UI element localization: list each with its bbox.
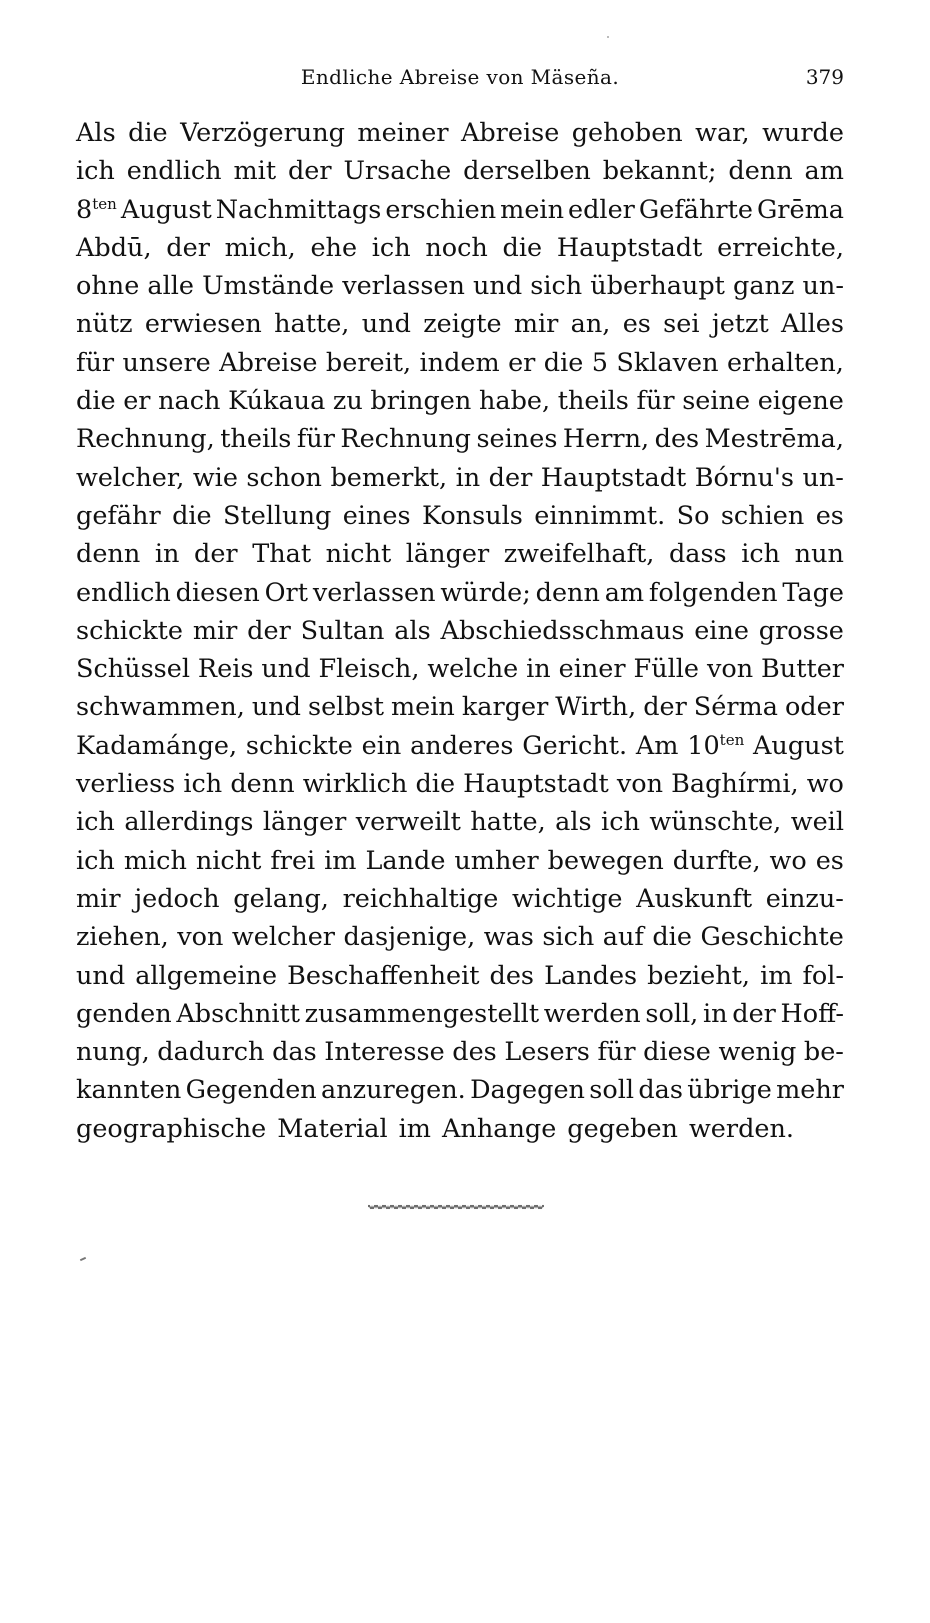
text-line xyxy=(76,650,844,688)
paper-speck xyxy=(80,1257,86,1261)
word: Beschaffenheit xyxy=(287,960,480,991)
word: ehe xyxy=(310,232,358,263)
text-line xyxy=(76,382,844,420)
word: die xyxy=(543,347,584,378)
word: schon xyxy=(246,462,322,493)
word: Gegenden xyxy=(185,1075,317,1106)
word: Bórnu's xyxy=(694,462,794,493)
word: ich xyxy=(741,539,781,570)
word: Kadamánge, xyxy=(76,730,238,761)
word: Fülle xyxy=(633,654,700,685)
word: Hoff- xyxy=(780,998,844,1029)
word: seine xyxy=(682,386,751,417)
body-text xyxy=(76,114,844,1148)
word: werden. xyxy=(688,1113,795,1144)
word: wichtige xyxy=(511,883,623,914)
text-line xyxy=(76,420,844,458)
word: in xyxy=(154,539,180,570)
word: umher xyxy=(454,845,539,876)
word: sei xyxy=(663,309,700,340)
word: gelang, xyxy=(233,883,329,914)
word: bringen xyxy=(370,386,472,417)
word: genden xyxy=(76,998,172,1029)
word: hatte, xyxy=(274,309,350,340)
word: mein xyxy=(500,194,565,225)
word: mein xyxy=(390,692,455,723)
word: Hauptstadt xyxy=(540,462,687,493)
word: Gericht. xyxy=(522,730,628,761)
word: wie xyxy=(192,462,238,493)
text-line xyxy=(76,612,844,650)
word: Am xyxy=(635,730,679,761)
word: mit xyxy=(233,156,277,187)
word: denn xyxy=(728,156,793,187)
word: bewegen xyxy=(547,845,664,876)
word: die xyxy=(128,118,168,148)
word: Konsuls xyxy=(421,500,523,531)
word: Rechnung, xyxy=(76,424,215,455)
word: That xyxy=(252,539,312,570)
word: Rechnung xyxy=(340,424,471,455)
word: Dagegen xyxy=(470,1075,585,1106)
word: Stellung xyxy=(223,500,332,531)
word: werden xyxy=(543,998,641,1029)
page-number: 379 xyxy=(805,65,844,89)
word: Umstände xyxy=(202,271,335,302)
word: gehoben xyxy=(571,118,683,148)
word: welcher xyxy=(231,922,335,953)
word: der xyxy=(732,998,776,1029)
word: in xyxy=(455,462,481,493)
word: eigene xyxy=(757,386,844,417)
word: Abschiedsschmaus xyxy=(440,615,685,646)
word: einer xyxy=(558,654,626,685)
word: erwiesen xyxy=(144,309,262,340)
word: bereit, xyxy=(325,347,412,378)
word: für xyxy=(597,1037,636,1068)
word: Grēma xyxy=(756,194,844,225)
word: verlassen xyxy=(342,271,465,302)
word: So xyxy=(676,500,710,531)
word: im xyxy=(398,1113,431,1144)
word: ich xyxy=(183,769,223,800)
word: und xyxy=(473,271,523,302)
word: anderes xyxy=(410,730,514,761)
word: von xyxy=(177,922,224,953)
word: wurde xyxy=(762,118,844,148)
word: die xyxy=(76,386,116,417)
word: jedoch xyxy=(134,883,220,914)
paper-speck xyxy=(607,36,609,38)
word: un- xyxy=(802,271,844,302)
word: wenig xyxy=(718,1037,797,1068)
running-head xyxy=(76,62,844,92)
word: Landes xyxy=(544,960,638,991)
word: be- xyxy=(803,1037,844,1068)
word: Sérma xyxy=(693,692,778,723)
word: diesen xyxy=(175,577,260,608)
word: Material xyxy=(277,1113,388,1144)
word: des xyxy=(452,1037,497,1068)
word: erschien xyxy=(385,194,497,225)
word: des xyxy=(654,424,700,455)
text-line xyxy=(76,995,844,1033)
word: würde; xyxy=(440,577,531,608)
word: Schüssel xyxy=(76,654,191,685)
text-line xyxy=(76,803,844,841)
word: wo xyxy=(769,845,807,876)
word: er xyxy=(123,386,151,417)
word: für xyxy=(636,386,675,417)
word: mehr xyxy=(776,1075,844,1106)
word: denn xyxy=(76,539,141,570)
word: nütz xyxy=(76,309,133,340)
word: jetzt xyxy=(711,309,769,340)
word: auf xyxy=(602,922,644,953)
word: Nachmittags xyxy=(215,194,382,225)
word: nung, xyxy=(76,1037,150,1068)
word: ich xyxy=(76,845,115,876)
word: länger xyxy=(262,807,347,838)
word: erreichte, xyxy=(717,232,844,263)
word: die xyxy=(502,232,543,263)
word: schwammen, xyxy=(76,692,245,723)
word: un- xyxy=(802,462,844,493)
word: 5 xyxy=(591,347,608,378)
word: Interesse xyxy=(324,1037,445,1068)
word: bezieht, xyxy=(647,960,751,991)
word: Auskunft xyxy=(636,883,753,914)
word: weil xyxy=(790,807,844,838)
word: verlassen xyxy=(312,577,436,608)
word: Butter xyxy=(761,654,844,685)
word: wo xyxy=(806,769,844,800)
word: mir xyxy=(192,615,238,646)
word: August xyxy=(120,194,212,225)
word: Als xyxy=(76,118,116,148)
word: wünschte, xyxy=(649,807,782,838)
word: für xyxy=(296,424,335,455)
word: der xyxy=(166,232,210,263)
word: Lesers xyxy=(504,1037,590,1068)
word: mich, xyxy=(224,232,296,263)
word: in xyxy=(526,654,551,685)
word: ich xyxy=(371,232,411,263)
word: zweifelhaft, xyxy=(503,539,655,570)
word: von xyxy=(616,769,664,800)
text-line xyxy=(76,842,844,880)
text-line xyxy=(76,957,844,995)
word: ganz xyxy=(733,271,795,302)
word: verweilt xyxy=(355,807,461,838)
word: mir xyxy=(76,883,121,914)
word: allerdings xyxy=(124,807,254,838)
word: edler xyxy=(568,194,635,225)
word: reichhaltige xyxy=(342,883,499,914)
word: gefähr xyxy=(76,500,161,531)
word: und xyxy=(251,692,301,723)
text-line xyxy=(76,459,844,497)
word: das xyxy=(638,1075,683,1106)
word: gegeben xyxy=(567,1113,678,1144)
word: zeigte xyxy=(423,309,502,340)
word: war, xyxy=(695,118,750,148)
word: alle xyxy=(147,271,194,302)
word: Fleisch, xyxy=(318,654,420,685)
word: einnimmt. xyxy=(534,500,666,531)
text-line xyxy=(76,1033,844,1071)
word: ein xyxy=(361,730,402,761)
word: eines xyxy=(342,500,411,531)
word: wirklich xyxy=(302,769,408,800)
end-ornament xyxy=(368,1202,544,1212)
word: bemerkt, xyxy=(330,462,448,493)
word: denn xyxy=(535,577,600,608)
text-line xyxy=(76,191,844,229)
word: als xyxy=(394,615,431,646)
word: im xyxy=(760,960,793,991)
word: Verzögerung xyxy=(180,118,345,148)
word: $10^{ten}$ xyxy=(687,730,745,761)
word: Ort xyxy=(264,577,308,608)
word: dasjenige, xyxy=(343,922,476,953)
word: verliess xyxy=(76,769,176,800)
word: als xyxy=(555,807,592,838)
word: Mestrēma, xyxy=(704,424,844,455)
word: der xyxy=(287,156,332,187)
word: übrige xyxy=(687,1075,772,1106)
word: noch xyxy=(425,232,488,263)
word: Abschnitt xyxy=(176,998,300,1029)
word: theils xyxy=(220,424,292,455)
word: für xyxy=(76,347,115,378)
word: und xyxy=(76,960,126,991)
word: Sultan xyxy=(300,615,385,646)
word: Reis xyxy=(197,654,254,685)
running-title: Endliche Abreise von Mäseña. xyxy=(300,65,620,89)
word: das xyxy=(272,1037,317,1068)
word: schickte xyxy=(245,730,353,761)
word: fol- xyxy=(802,960,844,991)
text-line xyxy=(76,267,844,305)
word: ich xyxy=(601,807,640,838)
text-line xyxy=(76,880,844,918)
text-line xyxy=(76,1110,844,1148)
word: theils xyxy=(557,386,629,417)
word: einzu- xyxy=(765,883,844,914)
word: durfte, xyxy=(672,845,761,876)
word: anzuregen. xyxy=(321,1075,466,1106)
word: am xyxy=(804,156,844,187)
word: länger xyxy=(405,539,490,570)
word: Gefährte xyxy=(638,194,753,225)
word: die xyxy=(652,922,692,953)
text-line xyxy=(76,497,844,535)
text-line xyxy=(76,305,844,343)
word: und xyxy=(261,654,311,685)
word: denn xyxy=(230,769,295,800)
word: die xyxy=(415,769,456,800)
text-line xyxy=(76,114,844,152)
word: es xyxy=(815,845,844,876)
word: frei xyxy=(270,845,316,876)
text-line xyxy=(76,535,844,573)
word: schickte xyxy=(76,615,184,646)
word: derselben xyxy=(463,156,591,187)
word: Abdū, xyxy=(76,232,152,263)
word: welche xyxy=(427,654,519,685)
text-line xyxy=(76,765,844,803)
word: Herrn, xyxy=(562,424,650,455)
text-line xyxy=(76,229,844,267)
word: Abreise xyxy=(219,347,318,378)
wavy-end-rule xyxy=(368,1206,544,1209)
word: Wirth, xyxy=(555,692,637,723)
word: welcher, xyxy=(76,462,185,493)
word: im xyxy=(324,845,357,876)
word: an, xyxy=(570,309,611,340)
word: überhaupt xyxy=(590,271,725,302)
word: schien xyxy=(720,500,805,531)
word: meiner xyxy=(357,118,449,148)
word: diese xyxy=(643,1037,711,1068)
word: nun xyxy=(794,539,844,570)
word: Sklaven xyxy=(616,347,719,378)
word: geographische xyxy=(76,1113,267,1144)
word: es xyxy=(815,500,844,531)
word: nicht xyxy=(325,539,392,570)
word: August xyxy=(753,730,844,761)
word: Hauptstadt xyxy=(556,232,703,263)
word: eine xyxy=(694,615,749,646)
word: Hauptstadt xyxy=(463,769,609,800)
word: indem xyxy=(419,347,500,378)
word: Baghírmi, xyxy=(671,769,799,800)
text-line xyxy=(76,688,844,726)
word: sich xyxy=(530,271,583,302)
word: soll xyxy=(589,1075,635,1106)
word: dadurch xyxy=(157,1037,265,1068)
word: der xyxy=(488,462,533,493)
word: zu xyxy=(332,386,363,417)
word: ziehen, xyxy=(76,922,169,953)
text-line xyxy=(76,152,844,190)
word: hatte, xyxy=(470,807,546,838)
word: in xyxy=(702,998,728,1029)
word: Anhange xyxy=(441,1113,557,1144)
word: folgenden xyxy=(648,577,778,608)
word: nach xyxy=(158,386,221,417)
word: zusammengestellt xyxy=(304,998,540,1029)
text-line xyxy=(76,574,844,612)
text-line xyxy=(76,344,844,382)
text-line xyxy=(76,727,844,765)
word: ich xyxy=(76,807,115,838)
word: oder xyxy=(784,692,844,723)
word: grosse xyxy=(758,615,844,646)
word: der xyxy=(643,692,687,723)
word: habe, xyxy=(478,386,551,417)
word: die xyxy=(172,500,212,531)
word: endlich xyxy=(126,156,222,187)
word: Kúkaua xyxy=(228,386,326,417)
word: Abreise xyxy=(460,118,560,148)
word: am xyxy=(604,577,645,608)
word: es xyxy=(622,309,651,340)
word: dass xyxy=(668,539,727,570)
word: $8^{ten}$ xyxy=(76,194,117,225)
word: Lande xyxy=(365,845,446,876)
word: Tage xyxy=(782,577,844,608)
word: soll, xyxy=(645,998,699,1029)
word: kannten xyxy=(76,1075,182,1106)
word: mich xyxy=(123,845,187,876)
word: nicht xyxy=(195,845,262,876)
word: Geschichte xyxy=(700,922,844,953)
word: er xyxy=(508,347,536,378)
word: erhalten, xyxy=(726,347,844,378)
text-line xyxy=(76,918,844,956)
word: karger xyxy=(461,692,549,723)
word: Alles xyxy=(781,309,844,340)
word: endlich xyxy=(76,577,171,608)
word: von xyxy=(706,654,754,685)
word: allgemeine xyxy=(135,960,278,991)
word: bekannt; xyxy=(602,156,717,187)
word: unsere xyxy=(122,347,211,378)
text-line xyxy=(76,1071,844,1109)
word: der xyxy=(247,615,291,646)
word: des xyxy=(489,960,535,991)
word: sich xyxy=(542,922,595,953)
word: ohne xyxy=(76,271,140,302)
word: was xyxy=(483,922,534,953)
word: ich xyxy=(76,156,115,187)
word: der xyxy=(194,539,238,570)
word: Ursache xyxy=(343,156,452,187)
word: und xyxy=(361,309,411,340)
word: seines xyxy=(476,424,558,455)
word: mir xyxy=(513,309,559,340)
word: selbst xyxy=(307,692,384,723)
